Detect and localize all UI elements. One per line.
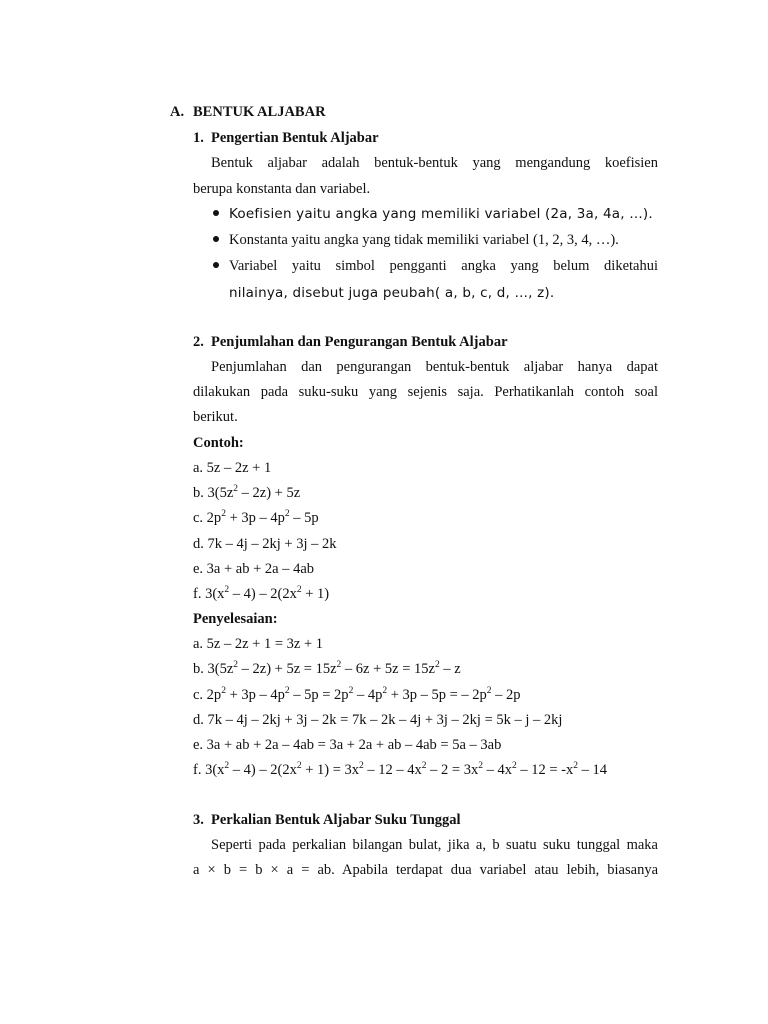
sub2-paragraph-line3: berikut.	[193, 409, 238, 425]
solution-c: c. $2p^2 + 3p - 4p^2 - 5p = 2p^2 - 4p^2 + 3p - 5p$ = – $2p^2 - 2p$	[193, 686, 521, 703]
bullet-icon	[213, 236, 219, 242]
solution-label: Penyelesaian:	[193, 611, 278, 627]
example-b: b. $3(5z^2 - 2z) + 5z$	[193, 484, 301, 501]
bullet-variabel-line2: nilainya, disebut juga peubah( a, b, c, d, …, z).	[229, 285, 555, 301]
example-c: c. $2p^2 + 3p - 4p^2 - 5p$	[193, 509, 319, 526]
solution-d: d. 7k – 4j – 2kj + 3j – 2k = 7k – 2k – 4j + 3j – 2kj = 5k – j – 2kj	[193, 712, 563, 728]
sub3-number: 3.	[193, 812, 204, 828]
sub1-paragraph-line2: berupa konstanta dan variabel.	[193, 181, 371, 197]
sub2-title: Penjumlahan dan Pengurangan Bentuk Aljabar	[211, 334, 508, 350]
sub3-title: Perkalian Bentuk Aljabar Suku Tunggal	[211, 812, 461, 828]
solution-f: f. $3(x^2 - 4) - 2(2x^2 + 1) = 3x^2 - 12 - 4x^2 - 2 = 3x^2 - 4x^2 - 12 = -x^2 - 14$	[193, 761, 607, 778]
sub2-paragraph-line1: Penjumlahan dan pengurangan bentuk-bentuk aljabar hanya dapat	[211, 359, 658, 375]
bullet-variabel-line1: Variabel yaitu simbol pengganti angka yang belum diketahui	[229, 258, 658, 274]
bullet-konstanta: Konstanta yaitu angka yang tidak memiliki variabel (1, 2, 3, 4, …).	[229, 232, 619, 248]
bullet-koefisien: Koefisien yaitu angka yang memiliki variabel (2a, 3a, 4a, …).	[229, 206, 653, 222]
bullet-icon	[213, 262, 219, 268]
solution-b: b. $3(5z^2 - 2z) + 5z = 15z^2 - 6z + 5z = 15z^2 - z$	[193, 660, 461, 677]
example-e: e. 3a + ab + 2a – 4ab	[193, 561, 315, 577]
bullet-icon	[213, 210, 219, 216]
section-title: BENTUK ALJABAR	[193, 104, 326, 120]
sub1-title: Pengertian Bentuk Aljabar	[211, 130, 379, 146]
example-d: d. 7k – 4j – 2kj + 3j – 2k	[193, 536, 337, 552]
sub1-paragraph-line1: Bentuk aljabar adalah bentuk-bentuk yang mengandung koefisien	[211, 155, 658, 171]
solution-e: e. 3a + ab + 2a – 4ab = 3a + 2a + ab – 4ab = 5a – 3ab	[193, 737, 502, 753]
section-letter: A.	[170, 104, 185, 120]
contoh-label: Contoh:	[193, 435, 244, 451]
example-a: a. 5z – 2z + 1	[193, 460, 272, 476]
example-f: f. $3(x^2 - 4) - 2(2x^2 + 1)$	[193, 585, 330, 602]
sub3-paragraph-line1: Seperti pada perkalian bilangan bulat, jika a, b suatu suku tunggal maka	[211, 837, 658, 853]
sub1-number: 1.	[193, 130, 204, 146]
sub3-paragraph-line2: a × b = b × a = ab. Apabila terdapat dua variabel atau lebih, biasanya	[193, 862, 658, 878]
solution-a: a. 5z – 2z + 1 = 3z + 1	[193, 636, 324, 652]
sub2-paragraph-line2: dilakukan pada suku-suku yang sejenis saja. Perhatikanlah contoh soal	[193, 384, 658, 400]
sub2-number: 2.	[193, 334, 204, 350]
